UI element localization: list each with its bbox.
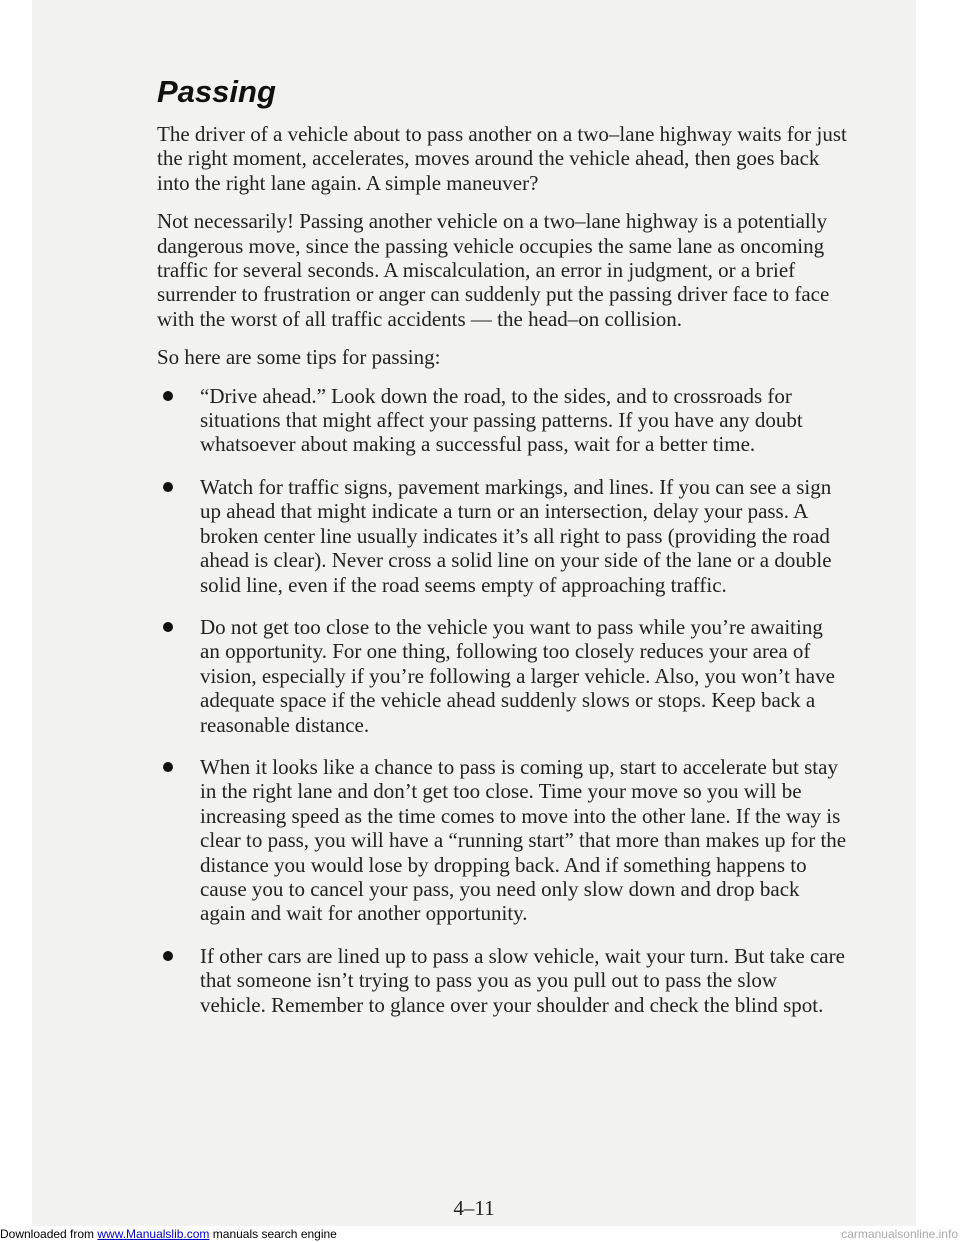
tip-item xyxy=(157,615,847,737)
page-number: 4–11 xyxy=(453,1196,495,1220)
warning-paragraph: Not necessarily! Passing another vehicle on a two–lane highway is a potentially dangerous move, since the passing vehicle occupies the same lane as oncoming traffic for several seconds. A miscalculation, an error in judgment, or a brief surrender to frustration or anger can suddenly put the passing driver face to face with the worst of all traffic accidents — the head–on collision. xyxy=(157,209,830,331)
manual-page xyxy=(32,0,916,1226)
section-body xyxy=(157,122,847,1035)
bullet-icon xyxy=(163,482,173,492)
tip-text: Watch for traffic signs, pavement markings, and lines. If you can see a sign up ahead that might indicate a turn or an intersection, delay your pass. A broken center line usually indicates it’s all right to pass (providing the road ahead is clear). Never cross a solid line on your side of the lane or a double solid line, even if the road seems empty of approaching traffic. xyxy=(200,474,832,597)
watermark-text: carmanualsonline.info xyxy=(841,1227,958,1241)
tip-text: When it looks like a chance to pass is coming up, start to accelerate but stay in the right lane and don’t get too close. Time your move so you will be increasing speed as the time comes to move into the other lane. If the way is clear to pass, you will have a “running start” that more than makes up for the distance you would lose by dropping back. And if something happens to cause you to cancel your pass, you need only slow down and drop back again and wait for another opportunity. xyxy=(200,754,847,926)
tip-item xyxy=(157,384,847,457)
tips-lead-in: So here are some tips for passing: xyxy=(157,345,441,370)
tip-text: “Drive ahead.” Look down the road, to the sides, and to crossroads for situations that might affect your passing patterns. If you have any doubt whatsoever about making a successful pass, wait for a better time. xyxy=(200,383,803,457)
manualslib-link[interactable]: www.Manualslib.com xyxy=(97,1227,210,1241)
tip-item xyxy=(157,944,847,1017)
footer-suffix: manuals search engine xyxy=(209,1227,337,1241)
bullet-icon xyxy=(163,762,173,772)
tips-list xyxy=(157,384,847,1017)
download-footer xyxy=(0,1226,960,1242)
tip-item xyxy=(157,475,847,597)
tip-text: If other cars are lined up to pass a slow vehicle, wait your turn. But take care that someone isn’t trying to pass you as you pull out to pass the slow vehicle. Remember to glance over your shoulder and check the blind spot. xyxy=(200,943,845,1017)
tip-text: Do not get too close to the vehicle you want to pass while you’re awaiting an opportunity. For one thing, following too closely reduces your area of vision, especially if you’re following a larger vehicle. Also, you won’t have adequate space if the vehicle ahead suddenly slows or stops. Keep back a reasonable distance. xyxy=(200,614,835,737)
tip-item xyxy=(157,755,847,926)
footer-prefix: Downloaded from xyxy=(0,1227,98,1241)
intro-paragraph: The driver of a vehicle about to pass another on a two–lane highway waits for just the right moment, accelerates, moves around the vehicle ahead, then goes back into the right lane again. A simple maneuver? xyxy=(157,122,847,195)
bullet-icon xyxy=(163,951,173,961)
section-heading: Passing xyxy=(157,74,276,109)
bullet-icon xyxy=(163,622,173,632)
bullet-icon xyxy=(163,391,173,401)
